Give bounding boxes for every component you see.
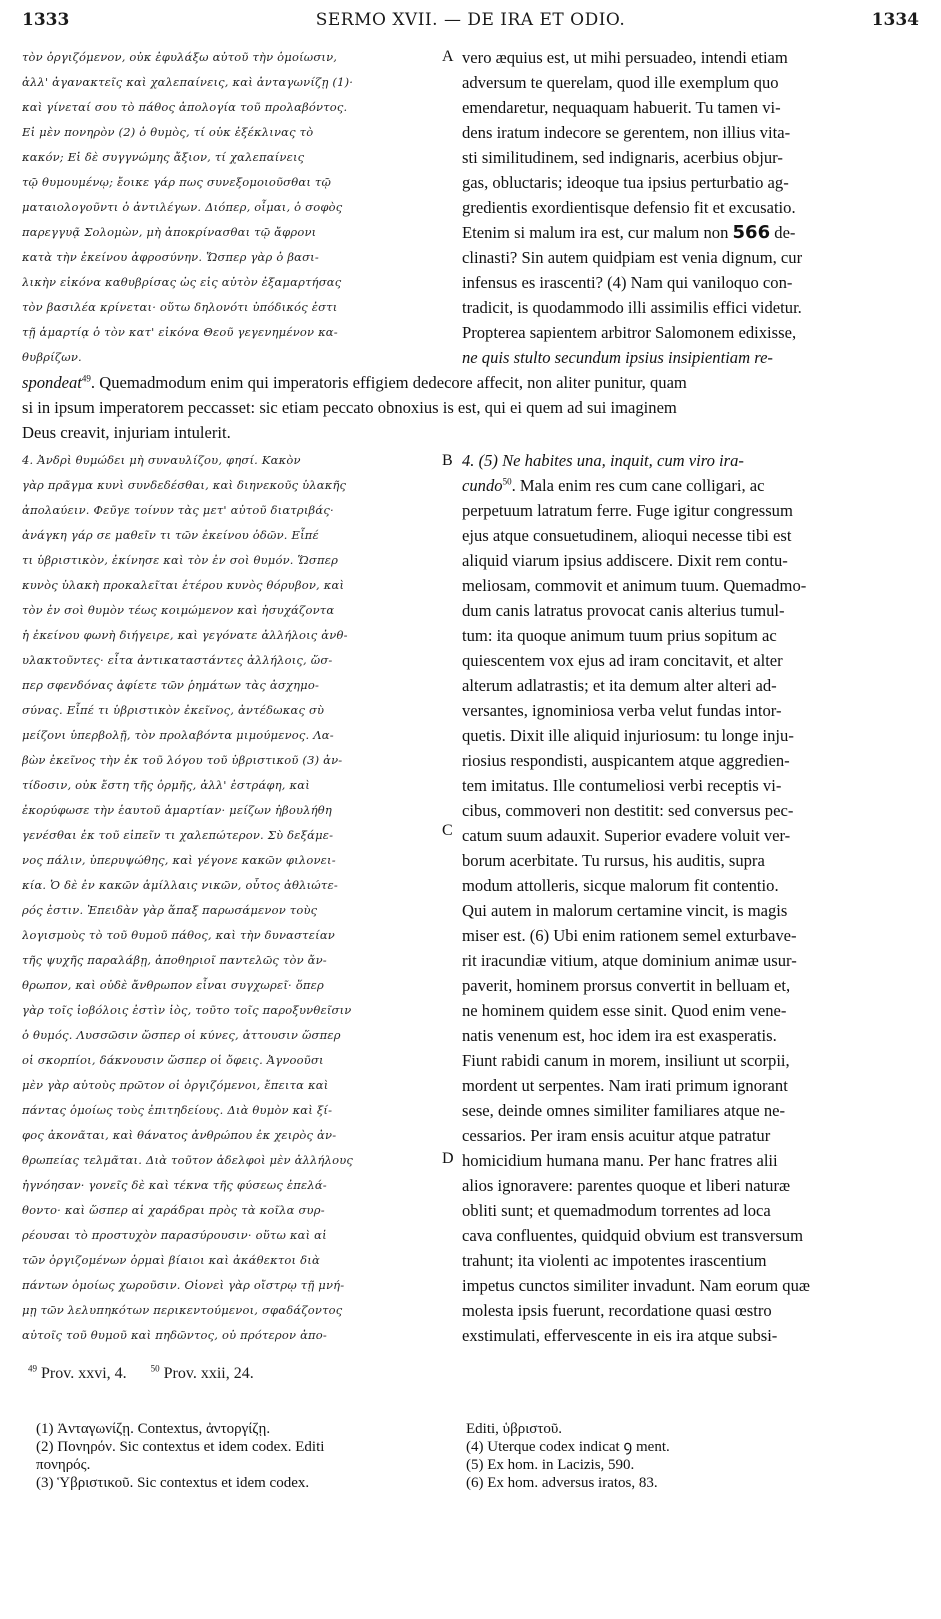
greek-line: τι ὑβριστικὸν, ἐκίνησε καὶ τὸν ἐν σοὶ θυμόν. Ὥσπερ	[22, 553, 339, 567]
greek-line: υλακτοῦντες· εἶτα ἀντικαταστάντες ἀλλήλοις, ὥσ-	[22, 653, 333, 667]
margin-marker-b: B	[442, 452, 453, 469]
right-page-number: 1334	[871, 10, 919, 30]
latin-text: . Quemadmodum enim qui imperatoris effigiem dedecore affecit, non aliter punitur, quam	[90, 373, 687, 392]
greek-line: πάντας ὁμοίως τοὺς ἐπιτηδείους. Διὰ θυμὸν καὶ ξί-	[22, 1103, 333, 1117]
greek-line: ἀνάγκη γάρ σε μαθεῖν τι τῶν ἐκείνου ὁδῶν. Εἶπέ	[22, 528, 319, 542]
greek-line: τὸν ὀργιζόμενον, οὐκ ἐφυλάξω αὐτοῦ τὴν ὁμοίωσιν,	[22, 50, 338, 64]
latin-line: gas, obluctaris; ideoque tua ipsius perturbatio ag-	[462, 173, 789, 192]
latin-line: tum: ita quoque animum tuum prius sopitum ac	[462, 626, 777, 645]
latin-text: Etenim si malum ira est, cur malum non	[462, 223, 729, 242]
greek-line: παρεγγυᾷ Σολομὼν, μὴ ἀποκρίνασθαι τῷ ἄφρονι	[22, 225, 317, 239]
ref-number: 49	[28, 1363, 37, 1374]
latin-line	[22, 370, 920, 395]
greek-column-top	[22, 45, 432, 370]
footnote: (5) Ex hom. in Lacizis, 590.	[466, 1457, 635, 1473]
latin-line: exstimulati, effervescente in eis ira atque subsi-	[462, 1326, 778, 1345]
latin-line: si in ipsum imperatorem peccasset: sic etiam peccato obnoxius is est, qui ei quem ad sui imaginem	[22, 398, 677, 417]
latin-line: cessarios. Per iram ensis acuitur atque patratur	[462, 1126, 771, 1145]
latin-text: cundo	[462, 476, 503, 495]
greek-line: μείζονι ὑπερβολῇ, τὸν προλαβόντα μιμούμενος. Λα-	[22, 728, 334, 742]
latin-line: versantes, ignominiosa verba velut fundas intor-	[462, 701, 782, 720]
greek-line: θοντο· καὶ ὥσπερ αἱ χαράδραι πρὸς τὰ κοῖλα συρ-	[22, 1203, 325, 1217]
latin-line: Propterea sapientem arbitror Salomonem edixisse,	[462, 323, 797, 342]
greek-line: οἱ σκορπίοι, δάκνουσιν ὥσπερ οἱ ὄφεις. Ἀγνοοῦσι	[22, 1053, 324, 1067]
footnote: (1) Ἀνταγωνίζῃ. Contextus, ἀντοργίζῃ.	[36, 1421, 271, 1437]
greek-line: Εἰ μὲν πονηρὸν (2) ὁ θυμὸς, τί οὐκ ἐξέκλινας τὸ	[22, 125, 314, 139]
greek-line: φος ἀκονᾶται, καὶ θάνατος ἀνθρώπου ἐκ χειρὸς ἀν-	[22, 1128, 337, 1142]
footnotes-left	[36, 1420, 456, 1492]
greek-line: λικὴν εἰκόνα καθυβρίσας ὡς εἰς αὐτὸν ἐξαμαρτήσας	[22, 275, 342, 289]
greek-line: τῇ ἁμαρτίᾳ ὁ τὸν κατ' εἰκόνα Θεοῦ γεγενημένον κα-	[22, 325, 338, 339]
footnote: πονηρός.	[36, 1457, 91, 1473]
footnote-ref: 49	[81, 373, 91, 384]
greek-line: κατὰ τὴν ἐκείνου ἀφροσύνην. Ὥσπερ γὰρ ὁ βασι-	[22, 250, 319, 264]
latin-line: paverit, hominem prorsus convertit in belluam et,	[462, 976, 791, 995]
greek-line: γὰρ πρᾶγμα κυνὶ συνδεδέσθαι, καὶ διηνεκοῦς ὑλακῆς	[22, 478, 347, 492]
latin-line: adversum te querelam, quod ille exemplum quo	[462, 73, 779, 92]
latin-line: tradicit, is quodammodo illi assimilis effici videtur.	[462, 298, 802, 317]
latin-line: infensus es irascenti? (4) Nam qui vaniloquo con-	[462, 273, 793, 292]
greek-line: ρέουσαι τὸ προστυχὸν παρασύρουσιν· οὕτω καὶ αἱ	[22, 1228, 327, 1242]
latin-line: clinasti? Sin autem quidpiam est venia dignum, cur	[462, 248, 803, 267]
greek-line: θυβρίζων.	[22, 350, 82, 364]
running-title: SERMO XVII. — DE IRA ET ODIO.	[315, 10, 626, 30]
greek-line: τίδοσιν, οὐκ ἔστη τῆς ὁρμῆς, ἀλλ' ἐστράφη, καὶ	[22, 778, 310, 792]
latin-line: catum suum adauxit. Superior evadere voluit ver-	[462, 826, 791, 845]
greek-line: ἠγνόησαν· γονεῖς δὲ καὶ τέκνα τῆς φύσεως ἐπελά-	[22, 1178, 327, 1192]
footnote: Editi, ὑβριστοῦ.	[466, 1421, 563, 1437]
latin-line	[462, 473, 922, 498]
latin-line: quetis. Dixit ille aliquid injuriosum: tu longe inju-	[462, 726, 794, 745]
latin-line: molesta ipsis fuerunt, recordatione quasi œstro	[462, 1301, 772, 1320]
greek-line: βὼν ἐκεῖνος τὴν ἐκ τοῦ λόγου τοῦ ὑβριστικοῦ (3) ἀν-	[22, 753, 343, 767]
greek-line: κυνὸς ὑλακὴ προκαλεῖται ἑτέρου κυνὸς θόρυβον, καὶ	[22, 578, 345, 592]
latin-line: ne quis stulto secundum ipsius insipientiam re-	[462, 348, 773, 367]
greek-line: τῆς ψυχῆς παραλάβῃ, ἀποθηριοῖ παντελῶς τὸν ἄν-	[22, 953, 327, 967]
margin-marker-c: C	[442, 822, 453, 839]
latin-text: . Mala enim res cum cane colligari, ac	[511, 476, 765, 495]
greek-line: περ σφενδόνας ἀφίετε τῶν ῥημάτων τὰς ἀσχημο-	[22, 678, 320, 692]
latin-line: sese, deinde omnes similiter familiares atque ne-	[462, 1101, 786, 1120]
latin-line: obliti sunt; et quemadmodum torrentes ad loca	[462, 1201, 771, 1220]
latin-line: ne hominem quidem esse sinit. Quod enim vene-	[462, 1001, 787, 1020]
latin-line: sti similitudinem, sed indignaris, acerbius objur-	[462, 148, 783, 167]
greek-line: τὸν βασιλέα κρίνεται· οὕτω δηλονότι ὑπόδικός ἐστι	[22, 300, 338, 314]
greek-line: τῶν ὀργιζομένων ὁρμαὶ βίαιοι καὶ ἀκάθεκτοι διὰ	[22, 1253, 320, 1267]
latin-line: Fiunt rabidi canum in morem, insiliunt ut scorpii,	[462, 1051, 790, 1070]
latin-line: borum acerbitate. Tu rursus, his auditis, supra	[462, 851, 765, 870]
latin-line: vero æquius est, ut mihi persuadeo, intendi etiam	[462, 48, 788, 67]
latin-line: rit iracundiæ vitium, atque dominium animæ usur-	[462, 951, 797, 970]
greek-line: ἡ ἐκείνου φωνὴ διήγειρε, καὶ γεγόνατε ἀλλήλοις ἀνθ-	[22, 628, 348, 642]
column-number: 566	[732, 222, 771, 243]
latin-text: spondeat	[22, 373, 82, 392]
running-header	[22, 10, 919, 36]
latin-line: perpetuum latratum ferre. Fuge igitur congressum	[462, 501, 793, 520]
latin-line: homicidium humana manu. Per hanc fratres alii	[462, 1151, 778, 1170]
latin-line: tem imitatus. Ille contumeliosi verbi receptis vi-	[462, 776, 782, 795]
greek-line: γενέσθαι ἐκ τοῦ εἰπεῖν τι χαλεπώτερον. Σὺ δεξάμε-	[22, 828, 334, 842]
latin-column-top	[462, 45, 922, 370]
latin-line: natis venenum est, hoc idem ira est exasperatis.	[462, 1026, 777, 1045]
greek-line: ὁ θυμός. Λυσσῶσιν ὥσπερ οἱ κύνες, ἀττουσιν ὥσπερ	[22, 1028, 341, 1042]
latin-column-bottom	[462, 448, 922, 1348]
greek-line: σύνας. Εἶπέ τι ὑβριστικὸν ἐκεῖνος, ἀντέδωκας σὺ	[22, 703, 325, 717]
latin-line: miser est. (6) Ubi enim rationem semel exturbave-	[462, 926, 797, 945]
latin-line: mordent ut serpentes. Nam irati primum ignorant	[462, 1076, 788, 1095]
latin-line: Deus creavit, injuriam intulerit.	[22, 423, 231, 442]
footnote: (4) Uterque codex indicat ꝯ ment.	[466, 1439, 670, 1455]
latin-line: alterum adlatrastis; et ita demum alter alteri ad-	[462, 676, 777, 695]
ref-text: Prov. xxii, 24.	[163, 1365, 254, 1382]
greek-column-bottom	[22, 448, 432, 1348]
greek-line: 4. Ἀνδρὶ θυμώδει μὴ συναυλίζου, φησί. Κακὸν	[22, 453, 301, 467]
latin-line: impetus cunctos similiter invadunt. Nam eorum quæ	[462, 1276, 810, 1295]
latin-line: meliosam, commovit et animum tuum. Quemadmo-	[462, 576, 807, 595]
greek-line: κακόν; Εἰ δὲ συγγνώμης ἄξιον, τί χαλεπαίνεις	[22, 150, 305, 164]
footnote: (6) Ex hom. adversus iratos, 83.	[466, 1475, 658, 1491]
ref-text: Prov. xxvi, 4.	[41, 1365, 127, 1382]
scripture-references	[28, 1365, 254, 1383]
margin-marker-d: D	[442, 1150, 454, 1167]
ref-number: 50	[150, 1363, 160, 1374]
greek-line: ἀπολαύειν. Φεῦγε τοίνυν τὰς μετ' αὐτοῦ διατριβάς·	[22, 503, 334, 517]
latin-line: alios ignoravere: parentes quoque et liberi naturæ	[462, 1176, 791, 1195]
greek-line: τῷ θυμουμένῳ; ἔοικε γάρ πως συνεξομοιοῦσθαι τῷ	[22, 175, 332, 189]
latin-line: aliquid viarum ipsius addiscere. Dixit rem contu-	[462, 551, 788, 570]
greek-line: καὶ γίνεταί σου τὸ πάθος ἀπολογία τοῦ προλαβόντος.	[22, 100, 348, 114]
latin-line: dum canis latratus provocat canis alterius tumul-	[462, 601, 785, 620]
latin-line	[462, 220, 922, 245]
latin-line: ejus atque consuetudinem, alioqui necesse tibi est	[462, 526, 792, 545]
latin-line: dens iratum indecore se gerentem, non illius vita-	[462, 123, 791, 142]
latin-line: cibus, commoveri non destitit: sed conversus pec-	[462, 801, 794, 820]
greek-line: αὐτοῖς τοῦ θυμοῦ καὶ πηδῶντος, οὐ πρότερον ἀπο-	[22, 1328, 327, 1342]
greek-line: ἀλλ' ἀγανακτεῖς καὶ χαλεπαίνεις, καὶ ἀνταγωνίζῃ (1)·	[22, 75, 354, 89]
greek-line: μῃ τῶν λελυπηκότων περικεντούμενοι, σφαδάζοντος	[22, 1303, 343, 1317]
latin-line: 4. (5) Ne habites una, inquit, cum viro ira-	[462, 451, 744, 470]
greek-line: θρωπείας τελμᾶται. Διὰ τοῦτον ἀδελφοὶ μὲν ἀλλήλους	[22, 1153, 354, 1167]
latin-line: modum attolleris, sicque malorum fit contentio.	[462, 876, 779, 895]
greek-line: ματαιολογοῦντι ὁ ἀντιλέγων. Διόπερ, οἶμαι, ὁ σοφὸς	[22, 200, 343, 214]
greek-line: ρός ἐστιν. Ἐπειδὰν γὰρ ἅπαξ παρωσάμενον τοὺς	[22, 903, 318, 917]
greek-line: νος πάλιν, ὑπερυψώθης, καὶ γέγονε κακῶν φιλονει-	[22, 853, 336, 867]
greek-line: πάντων ὁμοίως χωροῦσιν. Οἱονεὶ γὰρ οἴστρῳ τῇ μνή-	[22, 1278, 345, 1292]
latin-line: trahunt; ita violenti ac impotentes irascentium	[462, 1251, 767, 1270]
footnotes-right	[466, 1420, 916, 1492]
left-page-number: 1333	[22, 10, 70, 30]
greek-line: κία. Ὁ δὲ ἐν κακῶν ἁμίλλαις νικῶν, οὗτος ἀθλιώτε-	[22, 878, 338, 892]
latin-line: quiescentem vox ejus ad iram concitavit, et alter	[462, 651, 783, 670]
footnote: (3) Ὑβριστικοῦ. Sic contextus et idem codex.	[36, 1475, 310, 1491]
latin-line: emendaretur, nequaquam habuerit. Tu tamen vi-	[462, 98, 781, 117]
full-width-block	[22, 370, 920, 445]
footnote: (2) Πονηρόν. Sic contextus et idem codex. Editi	[36, 1439, 325, 1455]
latin-line: riosius respondisti, auspicantem atque aggredien-	[462, 751, 790, 770]
greek-line: ἐκορύφωσε τὴν ἑαυτοῦ ἁμαρτίαν· μείζων ἠβουλήθη	[22, 803, 333, 817]
latin-text: de-	[774, 223, 796, 242]
latin-line: gredientis exordientisque defensio fit et excusatio.	[462, 198, 796, 217]
greek-line: λογισμοὺς τὸ τοῦ θυμοῦ πάθος, καὶ τὴν δυναστείαν	[22, 928, 335, 942]
margin-marker-a: A	[442, 48, 454, 65]
latin-line: cava confluentes, quidquid obvium est transversum	[462, 1226, 804, 1245]
greek-line: τὸν ἐν σοὶ θυμὸν τέως κοιμώμενον καὶ ἡσυχάζοντα	[22, 603, 335, 617]
greek-line: γὰρ τοῖς ἰοβόλοις ἐστὶν ἰὸς, τοῦτο τοῖς παροξυνθεῖσιν	[22, 1003, 352, 1017]
greek-line: μὲν γὰρ αὐτοὺς πρῶτον οἱ ὀργιζόμενοι, ἔπειτα καὶ	[22, 1078, 329, 1092]
greek-line: θρωπον, καὶ οὐδὲ ἄνθρωπον εἶναι συγχωρεῖ· ὅπερ	[22, 978, 324, 992]
footnote-ref: 50	[502, 476, 512, 487]
latin-line: Qui autem in malorum certamine vincit, is magis	[462, 901, 788, 920]
